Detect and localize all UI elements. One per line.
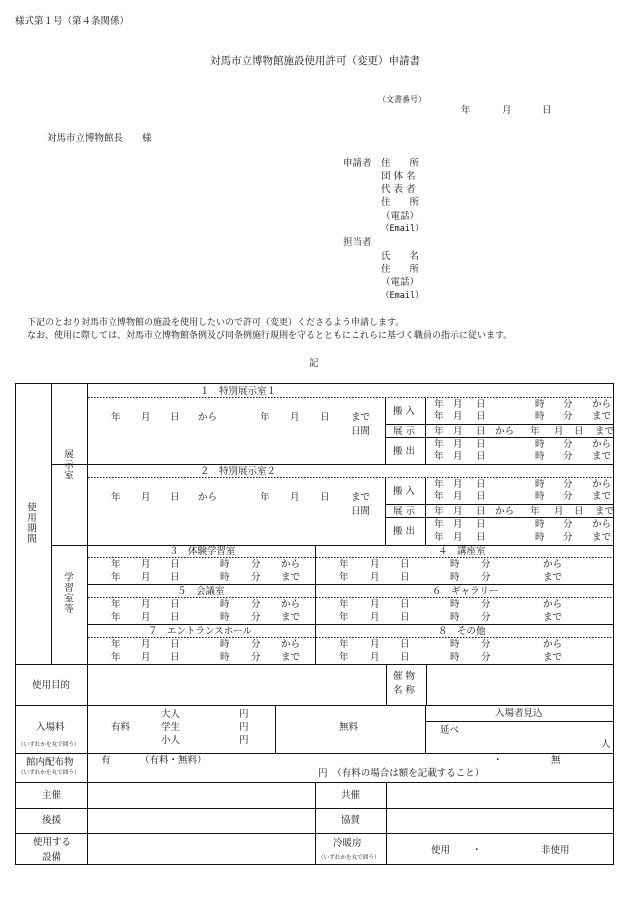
room1-start-day: 日 [170,412,180,423]
usage-period-label: 使用期間 [25,502,36,544]
s8-m2: 月 [370,652,380,663]
study-room-group-label: 学習室等 [62,572,73,614]
sponsor-label: 協賛 [341,815,361,826]
s4-h1: 時 [450,559,460,570]
s3-to: まで [281,572,301,583]
s6-h2: 時 [450,612,460,623]
s5-from: から [281,599,301,610]
r2-co-to: まで [592,532,612,543]
s5-min1: 分 [251,599,261,610]
fee-circle-note: （いずれかを丸で囲う） [18,742,80,748]
s3-d2: 日 [170,572,180,583]
room2-to: まで [351,492,371,503]
r1-ex-m1: 月 [453,426,463,437]
s4-y2: 年 [339,572,349,583]
r1-co-y1: 年 [434,439,444,450]
contact-address: 住 所 [381,264,420,275]
r1-co-min2: 分 [563,451,573,462]
r2-co-min2: 分 [563,532,573,543]
r1-ci-min2: 分 [563,411,573,422]
r2-co-y1: 年 [434,519,444,530]
s5-d1: 日 [170,599,180,610]
applicant-group-name: 団 体 名 [381,171,416,182]
s8-from: から [543,639,563,650]
r1-ci-min1: 分 [563,399,573,410]
s8-m1: 月 [370,639,380,650]
visitor-total-label: 延べ [440,725,460,736]
page-title: 対馬市立博物館施設使用許可（変更）申請書 [210,55,420,67]
s4-d2: 日 [400,572,410,583]
handout-none-option[interactable]: 無 [551,755,561,766]
room1-end-day: 日 [320,412,330,423]
r1-ci-m2: 月 [453,411,463,422]
form-number: 様式第１号（第４条関係） [15,16,130,27]
exhibit-room-2-title: ２ 特別展示室２ [200,466,277,477]
r1-co-d2: 日 [476,451,486,462]
s4-min2: 分 [481,572,491,583]
addressee: 対馬市立博物館長 様 [47,133,152,144]
s7-min2: 分 [251,652,261,663]
document-number: （文書番号） [378,95,426,104]
room2-from: から [198,492,218,503]
r2-ci-d1: 日 [476,479,486,490]
visitor-estimate-label: 入場者見込 [495,708,543,719]
s4-m2: 月 [370,572,380,583]
s7-from: から [281,639,301,650]
s3-y1: 年 [111,559,121,570]
s6-from: から [543,599,563,610]
handout-separator: ・ [493,755,503,766]
s4-d1: 日 [400,559,410,570]
r2-co-min1: 分 [563,519,573,530]
s7-m1: 月 [141,639,151,650]
room1-carry-in-label: 搬 入 [393,406,416,417]
aircon-use-option[interactable]: 使用 [431,845,451,856]
s7-y2: 年 [111,652,121,663]
r2-co-y2: 年 [434,532,444,543]
r2-ci-from: から [592,479,612,490]
room2-start-day: 日 [170,492,180,503]
event-name-label: 催 物 名 称 [393,671,416,696]
date-year: 年 [461,105,471,116]
s7-min1: 分 [251,639,261,650]
aircon-label: 冷暖房 [333,838,362,849]
s6-m2: 月 [370,612,380,623]
room2-end-year: 年 [260,492,270,503]
r1-ex-y1: 年 [434,426,444,437]
r2-ci-y1: 年 [434,479,444,490]
s6-h1: 時 [450,599,460,610]
r2-co-m1: 月 [453,519,463,530]
s3-min1: 分 [251,559,261,570]
fee-label: 入場料 [36,722,65,733]
room2-start-year: 年 [111,492,121,503]
room2-end-month: 月 [290,492,300,503]
organizer-label: 主催 [42,790,62,801]
r1-ci-d2: 日 [476,411,486,422]
r2-ex-from: から [495,506,515,517]
co-organizer-label: 共催 [341,790,361,801]
intro-line-1: 下記のとおり対馬市立博物館の施設を使用したいので許可（変更）くださるよう申請します。 [27,318,405,328]
event-name-input[interactable] [427,666,612,704]
s6-y2: 年 [339,612,349,623]
fee-adult-yen: 円 [239,709,249,720]
r2-ci-min2: 分 [563,491,573,502]
exhibit-room-1-title: １ 特別展示室１ [200,386,277,397]
handout-amount-note: 円 （有料の場合は額を記載すること） [318,768,485,779]
s3-h1: 時 [220,559,230,570]
room2-days: 日間 [351,506,371,517]
s3-m1: 月 [141,559,151,570]
r2-ci-y2: 年 [434,491,444,502]
room1-carry-out-label: 搬 出 [393,446,416,457]
room1-start-year: 年 [111,412,121,423]
date-month: 月 [502,105,512,116]
s5-h2: 時 [220,612,230,623]
r1-ci-y2: 年 [434,411,444,422]
s3-y2: 年 [111,572,121,583]
s3-min2: 分 [251,572,261,583]
s3-d1: 日 [170,559,180,570]
r1-ex-m2: 月 [554,426,564,437]
handout-label: 館内配布物 [26,757,74,768]
room2-carry-out-label: 搬 出 [393,526,416,537]
s8-y2: 年 [339,652,349,663]
r1-co-m1: 月 [453,439,463,450]
s3-h2: 時 [220,572,230,583]
r1-ci-h1: 時 [535,399,545,410]
r1-co-m2: 月 [453,451,463,462]
equipment-input[interactable] [88,834,314,863]
r1-co-h1: 時 [535,439,545,450]
handout-yes-option[interactable]: 有 [101,755,111,766]
r1-co-to: まで [592,451,612,462]
room2-exhibit-label: 展 示 [393,506,416,517]
r1-ex-to: まで [595,426,615,437]
s3-m2: 月 [141,572,151,583]
fee-paid-option[interactable]: 有料 [111,722,131,733]
s6-d1: 日 [400,599,410,610]
purpose-label: 使用目的 [32,680,71,691]
r2-ci-d2: 日 [476,491,486,502]
r1-ci-h2: 時 [535,411,545,422]
fee-student-yen: 円 [239,722,249,733]
s6-min1: 分 [481,599,491,610]
handout-paid-free-option[interactable]: （有料・無料） [140,755,207,766]
r1-co-y2: 年 [434,451,444,462]
s8-y1: 年 [339,639,349,650]
s7-y1: 年 [111,639,121,650]
s6-m1: 月 [370,599,380,610]
co-organizer-input[interactable] [388,784,612,807]
r2-ci-m2: 月 [453,491,463,502]
r1-co-h2: 時 [535,451,545,462]
s4-to: まで [543,572,563,583]
r1-co-d1: 日 [476,439,486,450]
ki-heading: 記 [309,358,319,369]
s5-m2: 月 [141,612,151,623]
fee-child-yen: 円 [239,735,249,746]
s5-y2: 年 [111,612,121,623]
purpose-input[interactable] [88,666,385,704]
handout-circle-note: （いずれかを丸で囲う） [18,770,80,776]
s7-d1: 日 [170,639,180,650]
s6-min2: 分 [481,612,491,623]
s5-min2: 分 [251,612,261,623]
support-input[interactable] [88,809,314,832]
r2-co-h1: 時 [535,519,545,530]
intro-line-2: なお、使用に際しては、対馬市立博物館条例及び同条例施行規則を守るとともにこれらに基づく職員の指示に従います。 [27,331,513,341]
s4-m1: 月 [370,559,380,570]
r1-co-min1: 分 [563,439,573,450]
s8-min1: 分 [481,639,491,650]
room2-end-day: 日 [320,492,330,503]
s6-to: まで [543,612,563,623]
r1-ci-d1: 日 [476,399,486,410]
aircon-nouse-option[interactable]: 非使用 [541,845,570,856]
r2-ex-m1: 月 [453,506,463,517]
fee-adult-label: 大人 [161,709,181,720]
study-room-5-title: ５ 会議室 [177,586,225,597]
s4-min1: 分 [481,559,491,570]
exhibit-room-group-label: 展示室 [62,449,73,481]
date-day: 日 [542,105,552,116]
s8-d1: 日 [400,639,410,650]
s6-d2: 日 [400,612,410,623]
applicant-address: 住 所 [381,158,420,169]
r2-co-h2: 時 [535,532,545,543]
r1-ex-d2: 日 [574,426,584,437]
s8-h2: 時 [450,652,460,663]
equipment-label-line1: 使用する [33,837,72,848]
room1-days: 日間 [351,426,371,437]
s7-d2: 日 [170,652,180,663]
s4-h2: 時 [450,572,460,583]
r2-co-from: から [592,519,612,530]
r2-ci-m1: 月 [453,479,463,490]
room2-start-month: 月 [141,492,151,503]
aircon-separator: ・ [472,845,482,856]
study-room-8-title: ８ その他 [438,626,486,637]
s5-to: まで [281,612,301,623]
fee-free-option[interactable]: 無料 [339,722,359,733]
r1-co-from: から [592,439,612,450]
equipment-label-line2: 設備 [42,852,62,863]
support-label: 後援 [42,815,62,826]
r2-co-m2: 月 [453,532,463,543]
fee-student-label: 学生 [161,722,181,733]
r1-ci-to: まで [592,411,612,422]
s7-h2: 時 [220,652,230,663]
r2-ex-y2: 年 [530,506,540,517]
room1-exhibit-label: 展 示 [393,426,416,437]
r2-ci-h1: 時 [535,479,545,490]
r2-ex-d1: 日 [476,506,486,517]
contact-email: （Email） [381,291,424,301]
room1-from: から [198,412,218,423]
r2-ci-h2: 時 [535,491,545,502]
s5-m1: 月 [141,599,151,610]
room1-start-month: 月 [141,412,151,423]
s4-from: から [543,559,563,570]
r1-ci-y1: 年 [434,399,444,410]
s7-to: まで [281,652,301,663]
s6-y1: 年 [339,599,349,610]
s5-y1: 年 [111,599,121,610]
organizer-input[interactable] [88,784,314,807]
s7-m2: 月 [141,652,151,663]
s8-d2: 日 [400,652,410,663]
r1-ci-m1: 月 [453,399,463,410]
r2-co-d1: 日 [476,519,486,530]
r2-ex-d2: 日 [574,506,584,517]
applicant-email: （Email） [381,224,424,234]
applicant-label: 申請者 [343,158,372,169]
study-room-3-title: ３ 体験学習室 [169,546,236,557]
s8-h1: 時 [450,639,460,650]
s5-h1: 時 [220,599,230,610]
study-room-4-title: ４ 講座室 [438,546,486,557]
aircon-circle-note: （いずれかを丸で囲う） [318,855,380,861]
sponsor-input[interactable] [388,809,612,832]
r2-co-d2: 日 [476,532,486,543]
visitor-persons-unit: 人 [601,739,611,750]
study-room-6-title: ６ ギャラリー [432,586,499,597]
room2-carry-in-label: 搬 入 [393,486,416,497]
room1-end-year: 年 [260,412,270,423]
r2-ex-to: まで [595,506,615,517]
r2-ci-to: まで [592,491,612,502]
study-room-7-title: ７ エントランスホール [148,626,253,637]
applicant-representative: 代 表 者 [381,184,416,195]
s7-h1: 時 [220,639,230,650]
contact-phone: （電話） [381,277,420,288]
r1-ci-from: から [592,399,612,410]
s8-to: まで [543,652,563,663]
r1-ex-d1: 日 [476,426,486,437]
s3-from: から [281,559,301,570]
s5-d2: 日 [170,612,180,623]
r1-ex-y2: 年 [530,426,540,437]
r2-ex-y1: 年 [434,506,444,517]
room1-to: まで [351,412,371,423]
room1-end-month: 月 [290,412,300,423]
s8-min2: 分 [481,652,491,663]
applicant-phone: （電話） [381,211,420,222]
s4-y1: 年 [339,559,349,570]
r1-ex-from: から [495,426,515,437]
r2-ex-m2: 月 [554,506,564,517]
fee-child-label: 小人 [161,735,181,746]
applicant-rep-address: 住 所 [381,197,420,208]
contact-label: 担当者 [343,237,372,248]
r2-ci-min1: 分 [563,479,573,490]
contact-name: 氏 名 [381,251,420,262]
